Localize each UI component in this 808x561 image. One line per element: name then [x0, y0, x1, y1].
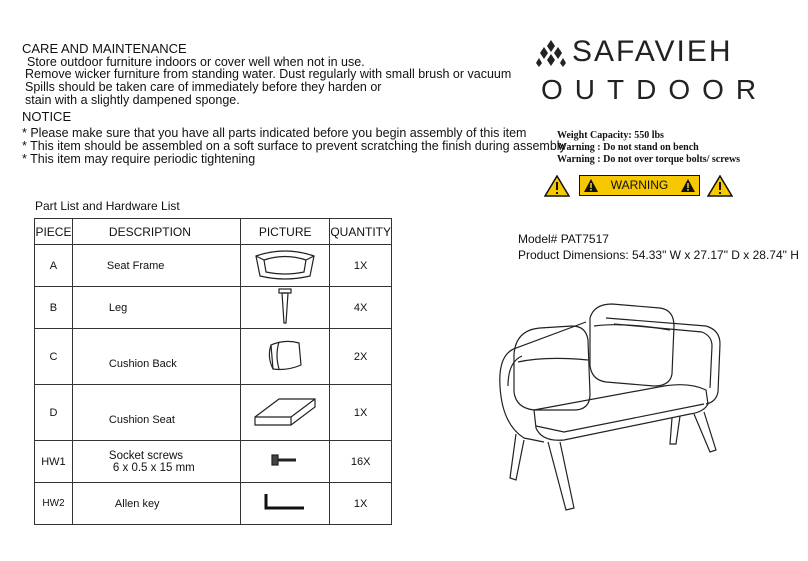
- table-row: [35, 245, 392, 287]
- piece-description: Socket screws: [108, 449, 184, 462]
- care-line-2: Remove wicker furniture from standing water. Dust regularly with small brush or vacuum: [25, 67, 512, 81]
- table-row: [35, 329, 392, 385]
- allen-key-icon: [262, 492, 308, 512]
- care-line-4: stain with a slightly dampened sponge.: [25, 93, 240, 107]
- header-picture: PICTURE: [241, 219, 330, 245]
- piece-id: A: [35, 245, 73, 287]
- piece-description: Cushion Seat: [72, 385, 240, 441]
- piece-description: Seat Frame: [72, 245, 240, 287]
- table-row: [35, 441, 392, 483]
- table-row: [35, 287, 392, 329]
- table-row: [35, 385, 392, 441]
- picture-cell: [241, 441, 330, 483]
- picture-cell: [241, 245, 330, 287]
- warning-banner: [579, 175, 700, 196]
- cushion-seat-icon: [249, 393, 321, 429]
- piece-quantity: 4X: [330, 287, 392, 329]
- parts-table: [34, 218, 392, 525]
- piece-quantity: 1X: [330, 245, 392, 287]
- notice-line-3: * This item may require periodic tightening: [22, 152, 256, 166]
- piece-id: D: [35, 385, 73, 441]
- warning-banner-right-icon: [681, 179, 695, 192]
- notice-title: NOTICE: [22, 109, 72, 124]
- piece-id: HW1: [35, 441, 73, 483]
- notice-line-2: * This item should be assembled on a soft surface to prevent scratching the finish during assembly: [22, 139, 566, 153]
- care-line-1: Store outdoor furniture indoors or cover well when not in use.: [27, 55, 365, 69]
- piece-quantity: 1X: [330, 385, 392, 441]
- piece-description: Allen key: [72, 483, 240, 525]
- header-piece: PIECE: [35, 219, 73, 245]
- warning-banner-text: WARNING: [610, 178, 669, 192]
- table-row: [35, 483, 392, 525]
- piece-description: Cushion Back: [72, 329, 240, 385]
- picture-cell: [241, 483, 330, 525]
- care-line-3: Spills should be taken care of immediately before they harden or: [25, 80, 382, 94]
- piece-id: B: [35, 287, 73, 329]
- header-description: DESCRIPTION: [72, 219, 240, 245]
- header-quantity: QUANTITY: [330, 219, 392, 245]
- warning-line-1: Warning : Do not stand on bench: [557, 142, 699, 153]
- leg-icon: [275, 287, 295, 325]
- warning-line-2: Warning : Do not over torque bolts/ screws: [557, 154, 741, 165]
- piece-description: Leg: [72, 287, 240, 329]
- logo-text-bottom: OUTDOOR: [541, 74, 769, 105]
- care-title: CARE AND MAINTENANCE: [22, 41, 187, 56]
- model-number: Model# PAT7517: [518, 232, 609, 246]
- seat-frame-icon: [250, 246, 320, 282]
- piece-description-size: 6 x 0.5 x 15 mm: [112, 461, 195, 474]
- cushion-back-icon: [265, 337, 305, 373]
- picture-cell: [241, 385, 330, 441]
- product-dimensions: Product Dimensions: 54.33" W x 27.17" D x 28.74" H: [518, 248, 799, 262]
- logo-text-top: SAFAVIEH: [572, 35, 733, 68]
- warning-triangle-icon: [544, 175, 570, 197]
- piece-id: HW2: [35, 483, 73, 525]
- parts-title: Part List and Hardware List: [35, 199, 180, 213]
- piece-quantity: 1X: [330, 483, 392, 525]
- warning-triangle-icon: [707, 175, 733, 197]
- socket-screw-icon: [270, 453, 300, 467]
- parts-header-row: [35, 219, 392, 245]
- piece-id: C: [35, 329, 73, 385]
- bench-illustration: [494, 274, 764, 514]
- picture-cell: [241, 287, 330, 329]
- weight-capacity: Weight Capacity: 550 lbs: [557, 130, 664, 141]
- piece-quantity: 16X: [330, 441, 392, 483]
- notice-line-1: * Please make sure that you have all parts indicated before you begin assembly of this item: [22, 126, 527, 140]
- piece-description-cell: [72, 441, 240, 483]
- piece-quantity: 2X: [330, 329, 392, 385]
- picture-cell: [241, 329, 330, 385]
- logo-mark-icon: [536, 38, 566, 68]
